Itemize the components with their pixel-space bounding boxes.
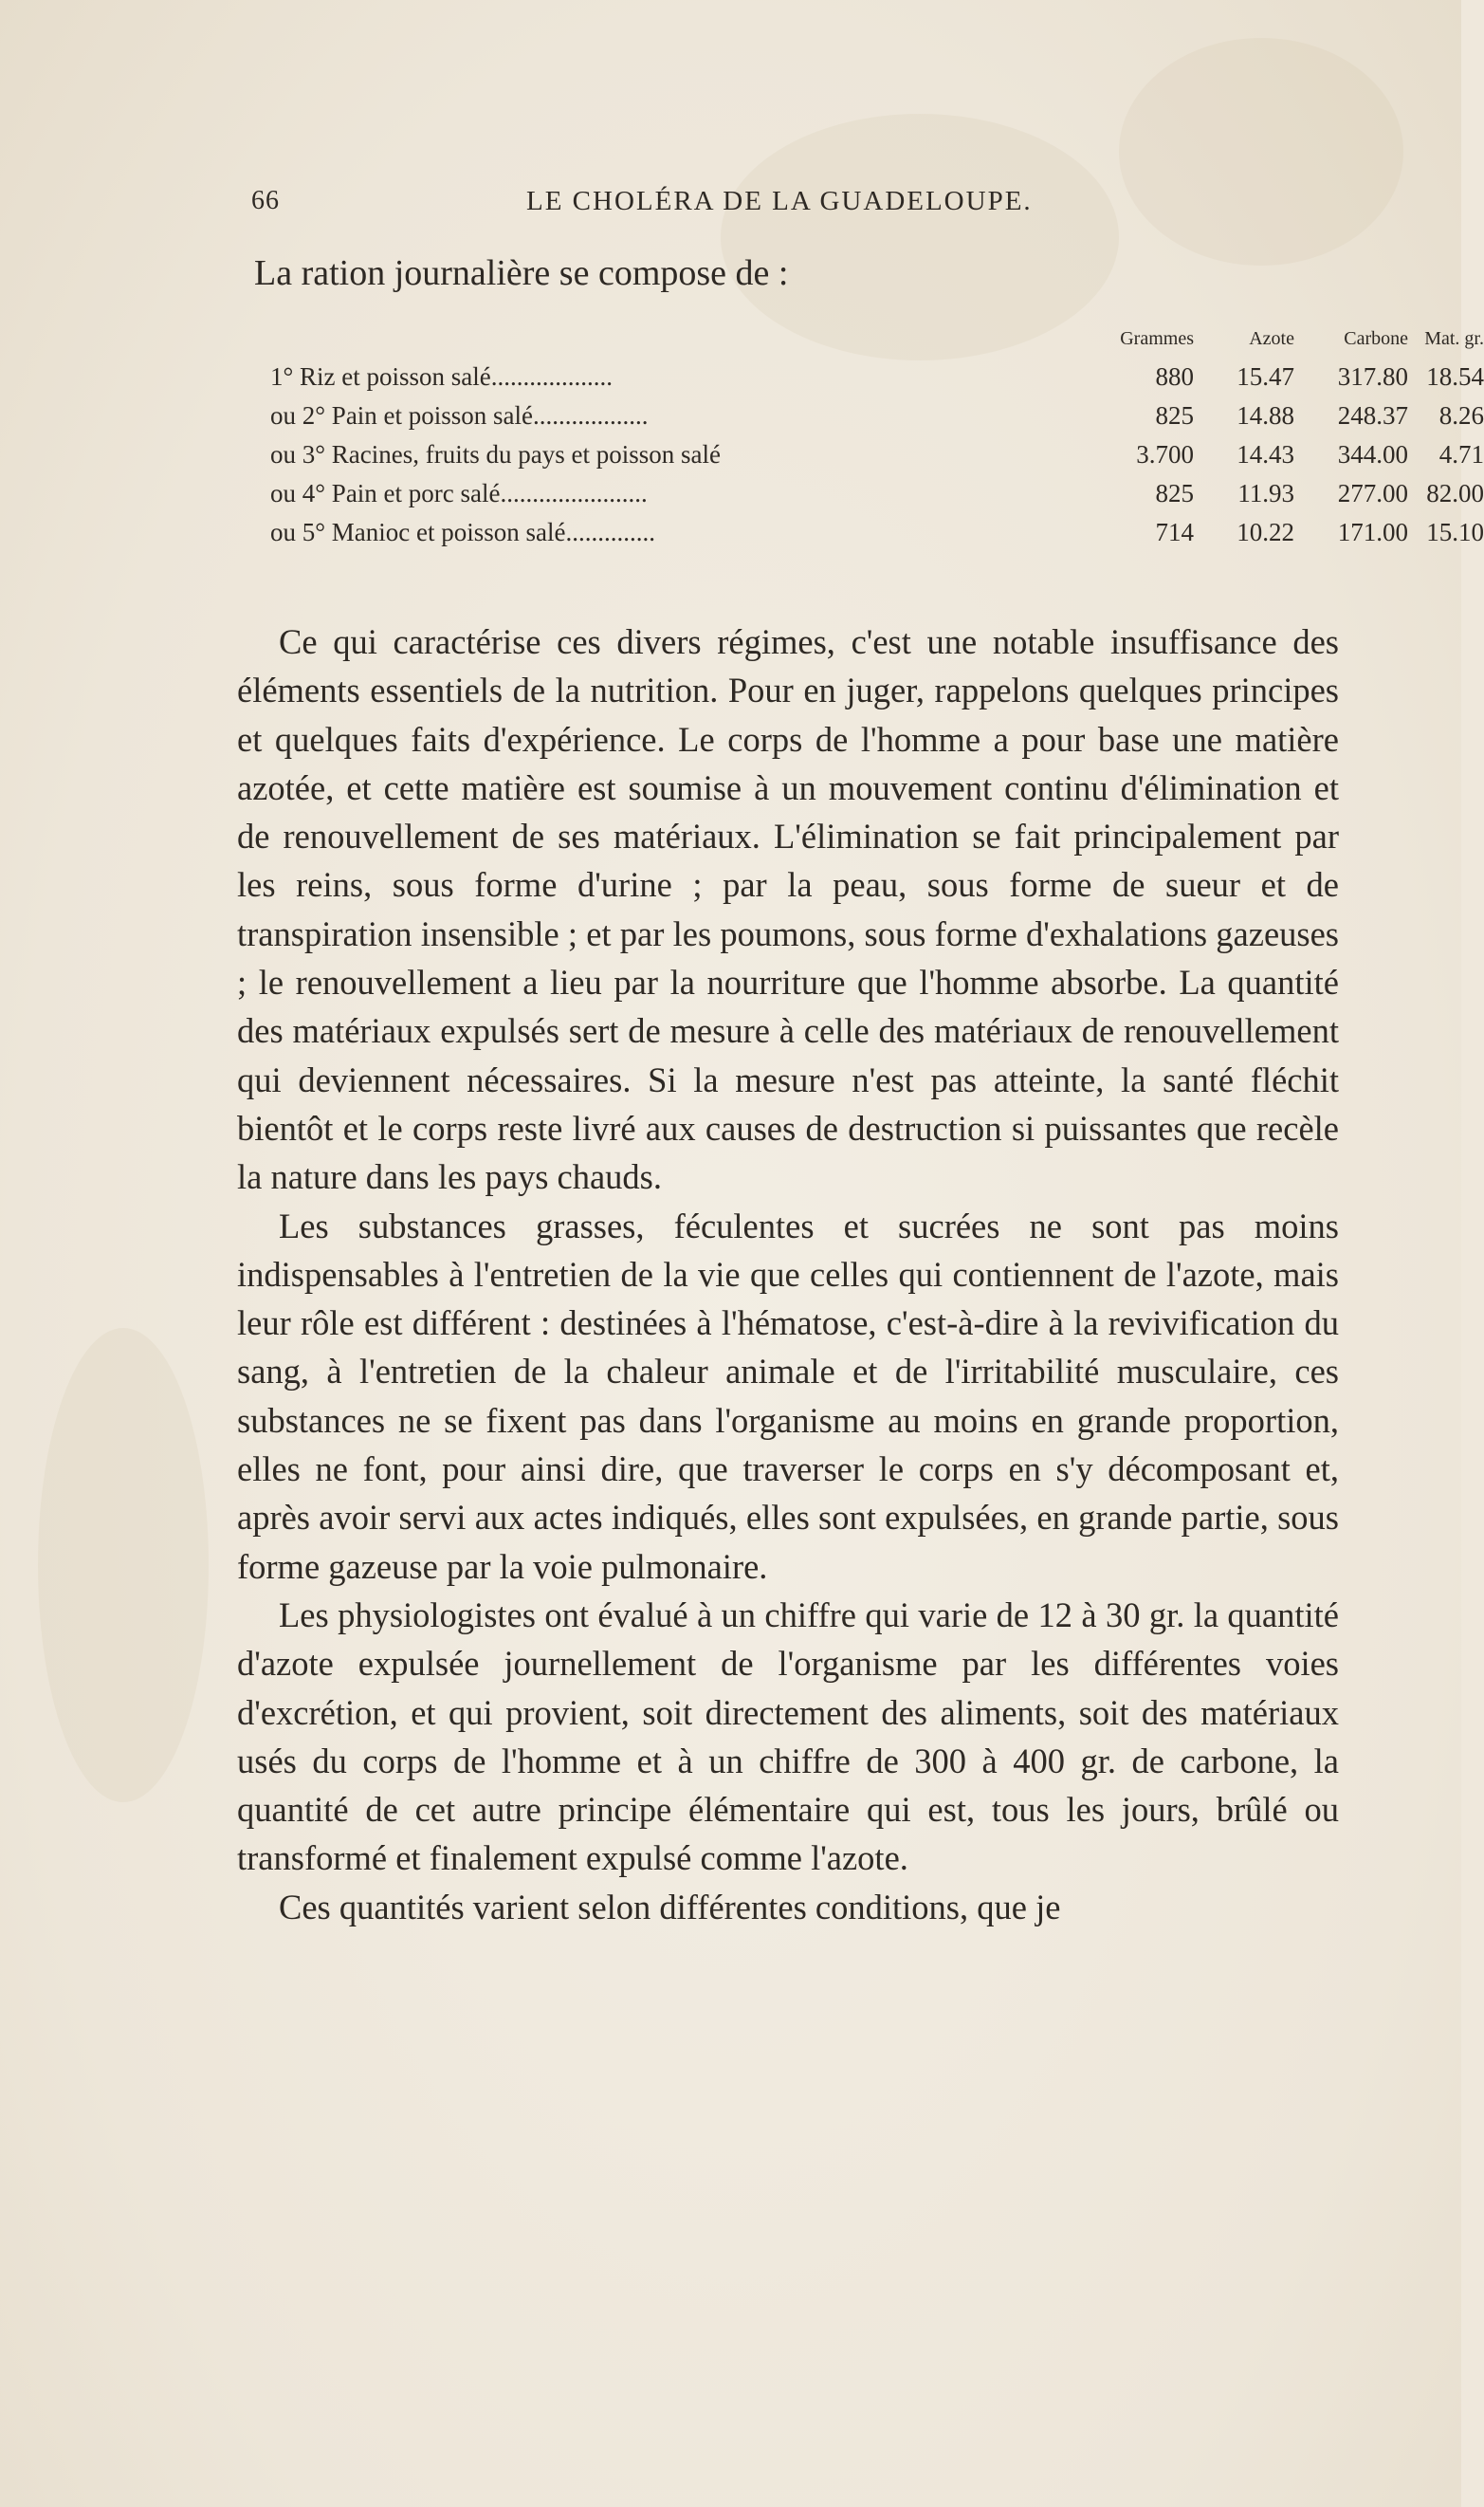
cell-azote: 14.88 — [1237, 401, 1294, 430]
cell-azote: 11.93 — [1237, 479, 1294, 507]
cell-grammes: 880 — [1155, 362, 1194, 391]
paragraph: Les physiologistes ont évalué à un chiffre qui varie de 12 à 30 gr. la quantité d'azote expulsée journellement de l'organisme par les différentes voies d'excrétion, et qui provient, soit directement des aliments, soit des matériaux usés du corps de l'homme et à un chiffre de 300 à 400 gr. de carbone, la quantité de cet autre principe élémentaire qui est, tous les jours, brûlé ou transformé et finalement expulsé comme l'azote. — [237, 1595, 1339, 1878]
cell-mat-gr: 18.54 — [1426, 362, 1484, 391]
paragraph: Les substances grasses, féculentes et sucrées ne sont pas moins indispensables à l'entretien de la vie que celles qui contiennent de l'azote, mais leur rôle est différent : destinées à l'hématose, c'est-à-dire à la revivification du sang, à l'entretien de la chaleur animale et de l'irritabilité musculaire, ces substances ne se fixent pas dans l'organisme au moins en grande proportion, elles ne font, pour ainsi dire, que traverser le corps en s'y décomposant et, après avoir servi aux actes indiqués, elles sont expulsées, en grande partie, sous forme gazeuse par la voie pulmonaire. — [237, 1206, 1339, 1586]
table-row — [270, 514, 1484, 553]
cell-grammes: 825 — [1155, 401, 1194, 430]
paper-stain — [1119, 38, 1403, 266]
running-head — [251, 186, 1204, 228]
row-label: ou 5° Manioc et poisson salé.............. — [270, 518, 656, 546]
ration-table — [270, 321, 1484, 553]
paper-stain — [38, 1328, 209, 1802]
cell-azote: 14.43 — [1237, 440, 1294, 469]
table-row — [270, 359, 1484, 397]
cell-grammes: 714 — [1155, 518, 1194, 546]
table-row — [270, 436, 1484, 475]
cell-mat-gr: 4.71 — [1438, 440, 1484, 469]
header-title: LE CHOLÉRA DE LA GUADELOUPE. — [526, 186, 1033, 216]
ration-table-header — [270, 321, 1484, 359]
paragraph: Ces quantités varient selon différentes conditions, que je — [279, 1887, 1061, 1926]
cell-azote: 15.47 — [1237, 362, 1294, 391]
row-label: 1° Riz et poisson salé................... — [270, 362, 614, 391]
cell-carbone: 317.80 — [1337, 362, 1408, 391]
cell-carbone: 248.37 — [1337, 401, 1408, 430]
row-label: ou 2° Pain et poisson salé.................. — [270, 401, 649, 430]
header-azote: Azote — [1249, 328, 1294, 349]
row-label: ou 3° Racines, fruits du pays et poisson salé — [270, 440, 721, 469]
table-row — [270, 397, 1484, 436]
cell-azote: 10.22 — [1237, 518, 1294, 546]
cell-mat-gr: 82.00 — [1426, 479, 1484, 507]
intro-line: La ration journalière se compose de : — [254, 253, 789, 293]
cell-mat-gr: 8.26 — [1438, 401, 1484, 430]
cell-carbone: 277.00 — [1337, 479, 1408, 507]
page-number: 66 — [251, 186, 280, 215]
row-label: ou 4° Pain et porc salé....................... — [270, 479, 648, 507]
header-mat-gr: Mat. gr. — [1424, 328, 1484, 349]
cell-grammes: 3.700 — [1136, 440, 1194, 469]
cell-carbone: 171.00 — [1337, 518, 1408, 546]
paragraph: Ce qui caractérise ces divers régimes, c'est une notable insuffisance des éléments essentiels de la nutrition. Pour en juger, rappelons quelques principes et quelques faits d'expérience. Le corps de l'homme a pour base une matière azotée, et cette matière est soumise à un mouvement continu d'élimination et de renouvellement de ses matériaux. L'élimination se fait principalement par les reins, sous forme d'urine ; par la peau, sous forme de sueur et de transpiration insensible ; et par les poumons, sous forme d'exhalations gazeuses ; le renouvellement a lieu par la nourriture que l'homme absorbe. La quantité des matériaux expulsés sert de mesure à celle des matériaux de renouvellement qui deviennent nécessaires. Si la mesure n'est pas atteinte, la santé fléchit bientôt et le corps reste livré aux causes de destruction si puissantes que recèle la nature dans les pays chauds. — [237, 622, 1339, 1197]
table-row — [270, 475, 1484, 514]
cell-grammes: 825 — [1155, 479, 1194, 507]
cell-carbone: 344.00 — [1337, 440, 1408, 469]
cell-mat-gr: 15.10 — [1426, 518, 1484, 546]
body-text — [237, 618, 1339, 1931]
header-grammes: Grammes — [1120, 328, 1194, 349]
header-carbone: Carbone — [1344, 328, 1408, 349]
